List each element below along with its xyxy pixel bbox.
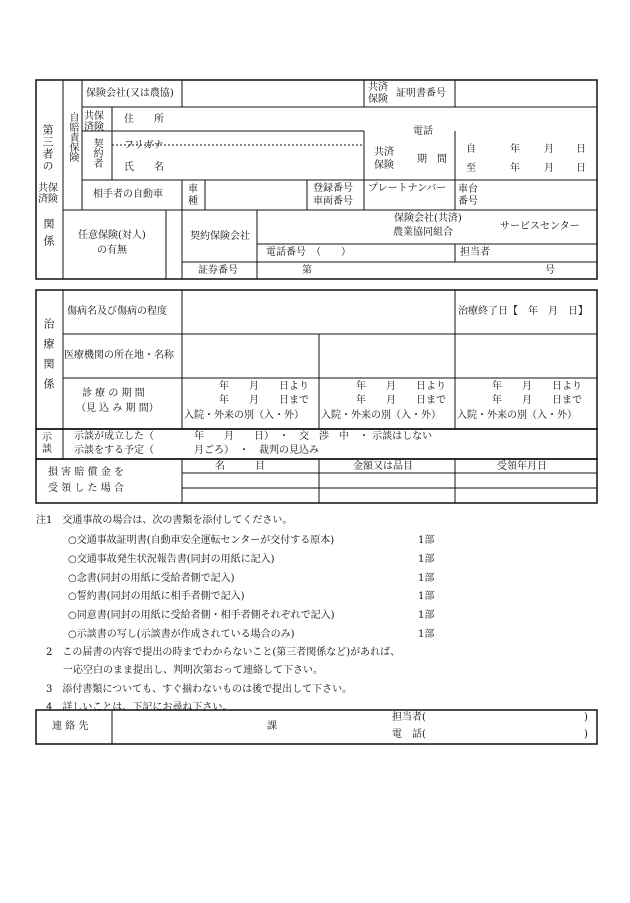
section-label-kyosai: 共保済険 xyxy=(38,183,58,205)
note-1-head: 注1 交通事故の場合は、次の書類を添付してください。 xyxy=(36,515,293,526)
damages-label-1: 損 害 賠 償 金 を xyxy=(48,467,124,478)
service-center-label: サービスセンター xyxy=(500,221,580,232)
address-label: 住 所 xyxy=(124,114,164,125)
period-kyosai: 共済 xyxy=(374,147,394,158)
from-year: 年 xyxy=(510,144,520,155)
note-item-qty: 1部 xyxy=(418,591,435,602)
note-item-qty: 1部 xyxy=(418,610,435,621)
policy-dai: 第 xyxy=(302,265,312,276)
to-year: 年 xyxy=(510,163,520,174)
section-label-treatment: 治療関係 xyxy=(42,318,55,398)
note-item-text: ○同意書(同封の用紙に受給者側・相手者側それぞれで記入) xyxy=(68,610,335,621)
name-label: 氏 名 xyxy=(124,162,164,173)
voluntary-label-1: 任意保険(対人) xyxy=(78,230,146,241)
from-day: 日 xyxy=(576,144,586,155)
note-item-text: ○交通事故発生状況報告書(同封の用紙に記入) xyxy=(68,554,275,565)
period-col2-inout: 入院・外来の別（入・外） xyxy=(321,410,441,421)
insurer-label: 保険会社(又は農協) xyxy=(86,88,174,99)
contact-label: 連 絡 先 xyxy=(52,721,89,732)
col-item: 名 目 xyxy=(215,461,265,472)
injury-label: 傷病名及び傷病の程度 xyxy=(67,306,167,317)
phone-label: 電話 xyxy=(413,126,433,137)
col-date: 受領年月日 xyxy=(497,461,547,472)
voluntary-label-2: の有無 xyxy=(97,245,127,256)
period-col3-to: 年 月 日まで xyxy=(492,395,582,406)
chassis-label: 車台番号 xyxy=(458,184,478,207)
cert-number-label: 証明書番号 xyxy=(396,88,446,99)
note-item-text: ○示談書の写し(示談書が作成されている場合のみ) xyxy=(68,629,295,640)
period-col3-inout: 入院・外来の別（入・外） xyxy=(457,410,577,421)
from-label: 自 xyxy=(466,144,476,155)
reg-number-label: 登録番号 xyxy=(313,183,353,194)
section-label-kankei: 関係 xyxy=(42,218,55,252)
cert-hoken: 保険 xyxy=(368,94,388,105)
note-item-qty: 1部 xyxy=(418,535,435,546)
col-amount: 金額又は品目 xyxy=(353,461,413,472)
note-item-qty: 1部 xyxy=(418,629,435,640)
cert-kyosai: 共済 xyxy=(368,82,388,93)
contact-phone-close: ) xyxy=(584,729,588,740)
agri-coop-label: 農業協同組合 xyxy=(393,227,453,238)
note-2-line2: 一応空白のまま提出し、判明次第おって連絡して下さい。 xyxy=(63,665,323,676)
to-day: 日 xyxy=(576,163,586,174)
contractor-label: 契約者 xyxy=(91,138,102,168)
policy-number-label: 証券番号 xyxy=(198,265,238,276)
period-col2-to: 年 月 日まで xyxy=(356,395,446,406)
note-item-qty: 1部 xyxy=(418,573,435,584)
insurer-kyosai-label: 保険会社(共済) xyxy=(394,213,462,224)
contact-dept: 課 xyxy=(267,721,277,732)
period-hoken: 保険 xyxy=(374,160,394,171)
note-item-qty: 1部 xyxy=(418,554,435,565)
facility-label: 医療機関の所在地・名称 xyxy=(64,350,174,361)
period-col2-from: 年 月 日より xyxy=(356,381,446,392)
contact-person-close: ) xyxy=(584,712,588,723)
person-in-charge-label: 担当者 xyxy=(460,247,490,258)
note-item-text: ○交通事故証明書(自動車安全運転センターが交付する原本) xyxy=(68,535,335,546)
settlement-line1: 示談が成立した（ 年 月 日） ・ 交 渉 中 ・ 示談はしない xyxy=(74,431,433,442)
jibaiseki-label: 自賠責保険 xyxy=(67,112,78,162)
period-col3-from: 年 月 日より xyxy=(492,381,582,392)
from-month: 月 xyxy=(544,144,554,155)
furigana-label: フリガナ xyxy=(124,140,164,151)
policy-go: 号 xyxy=(545,265,555,276)
contract-insurer-label: 契約保険会社 xyxy=(190,231,250,242)
to-label: 至 xyxy=(466,163,476,174)
period-label: 期 間 xyxy=(417,154,447,165)
note-3: 3 添付書類についても、すぐ揃わないものは後で提出して下さい。 xyxy=(46,684,353,695)
vehicle-label: 相手者の自動車 xyxy=(93,189,163,200)
section-label-settlement: 示談 xyxy=(42,432,52,455)
section-label-third-party: 第三者の xyxy=(41,124,54,172)
period-col1-to: 年 月 日まで xyxy=(219,395,309,406)
note-2-line1: 2 この届書の内容で提出の時までわからないこと(第三者関係など)があれば、 xyxy=(46,647,401,658)
period-col1-from: 年 月 日より xyxy=(219,381,309,392)
settlement-line2: 示談をする予定（ 月ごろ） ・ 裁判の見込み xyxy=(74,445,319,456)
phone-number-label: 電話番号 （ ） xyxy=(266,247,351,258)
contact-phone-label: 電 話( xyxy=(392,729,426,740)
plate-number-label: プレートナンバー xyxy=(368,183,447,194)
damages-label-2: 受 領 し た 場 合 xyxy=(48,483,124,494)
period-label-1: 診 療 の 期 間 xyxy=(82,388,145,399)
vehicle-type-label: 車種 xyxy=(188,184,198,207)
to-month: 月 xyxy=(544,163,554,174)
period-label-2: （見 込 み 期 間） xyxy=(76,403,159,414)
period-col1-inout: 入院・外来の別（入・外） xyxy=(184,410,304,421)
note-item-text: ○誓約書(同封の用紙に相手者側で記入) xyxy=(68,591,245,602)
note-item-text: ○念書(同封の用紙に受給者側で記入) xyxy=(68,573,235,584)
contact-person-label: 担当者( xyxy=(392,712,426,723)
treatment-end-label: 治療終了日【 年 月 日】 xyxy=(458,306,588,317)
vehicle-number-label: 車両番号 xyxy=(313,196,353,207)
kyosai-hoken-label: 共保済険 xyxy=(84,111,104,133)
note-4: 4 詳しいことは、下記にお尋ね下さい。 xyxy=(46,702,233,713)
